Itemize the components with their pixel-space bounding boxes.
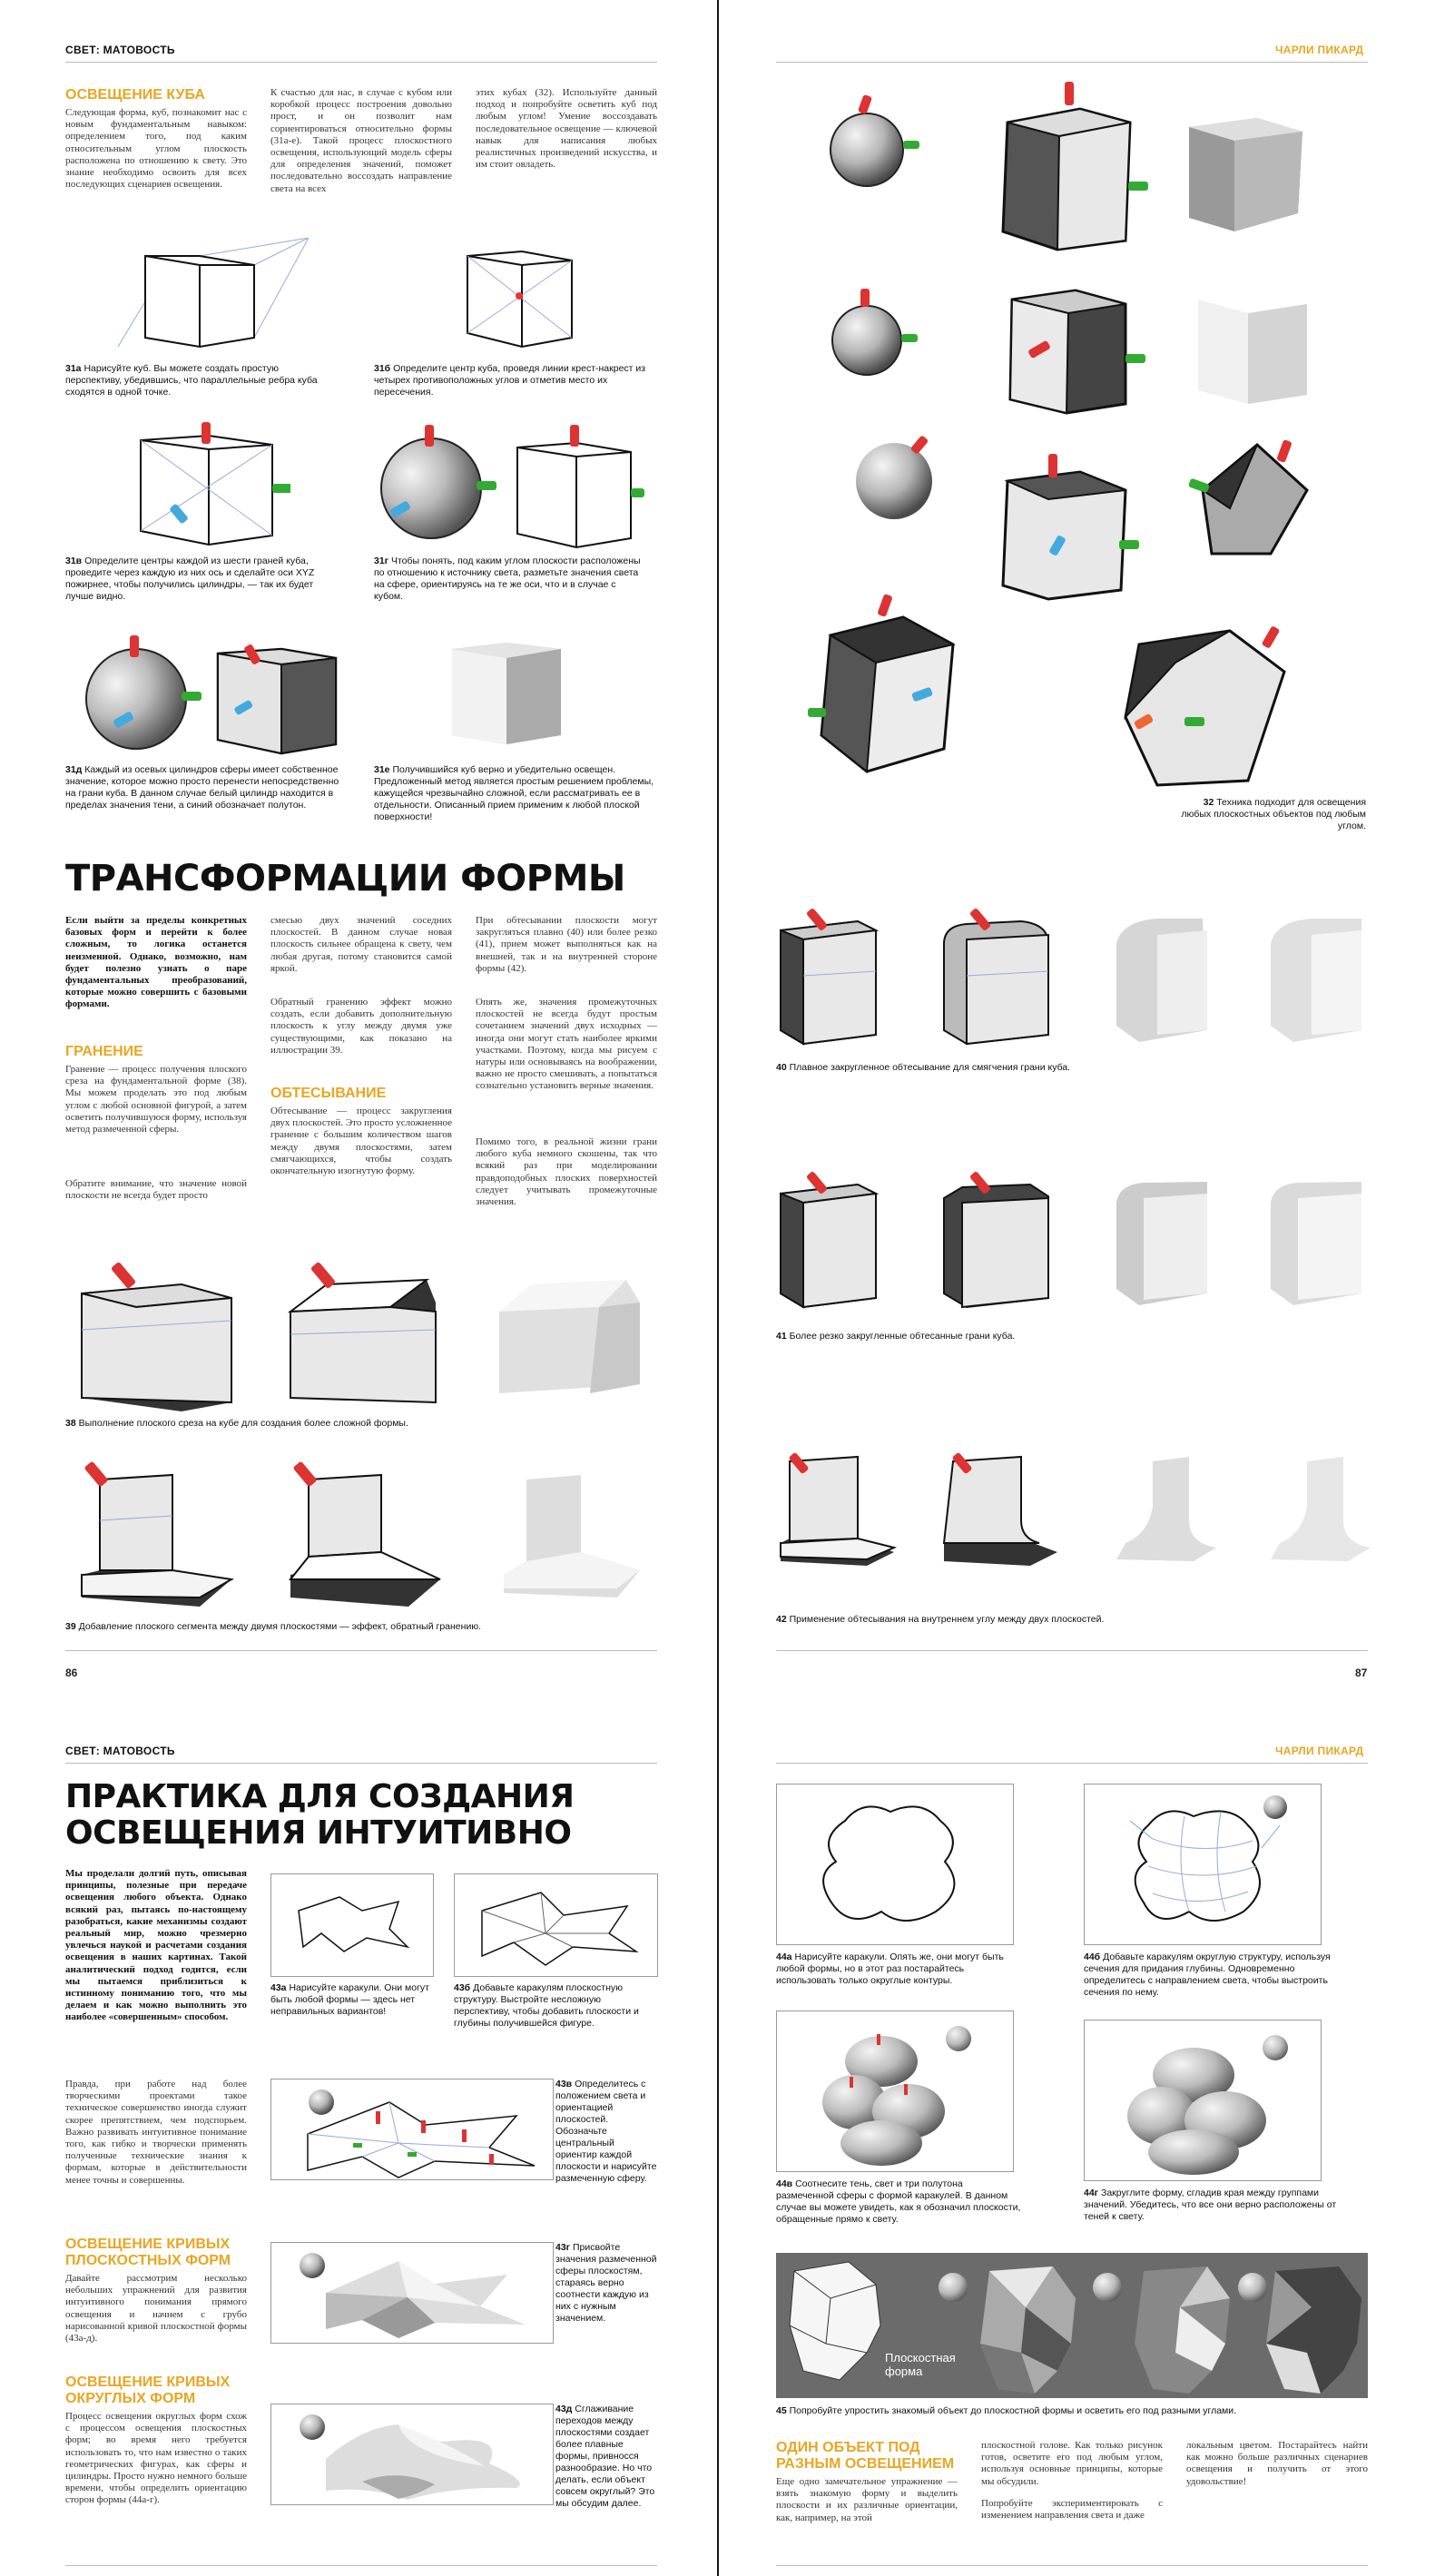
caption-31g: 31г Чтобы понять, под каким углом плоскости расположены по отношению к источнику света, разметьте значения света на сфере, ориентируясь на те же оси, что и в случае с кубом.: [374, 556, 641, 602]
subtitle-one-object-l2: РАЗНЫМ ОСВЕЩЕНИЕМ: [776, 2456, 955, 2472]
subtitle-bevel: ОБТЕСЫВАНИЕ: [270, 1086, 387, 1101]
figure-43a-frame: [270, 1873, 434, 1977]
caption-41: 41 Более резко закругленные обтесанные грани куба.: [776, 1331, 1016, 1342]
caption-45: 45 Попробуйте упростить знакомый объект до плоскостной формы и осветить его под разными углами.: [776, 2405, 1237, 2416]
figure-43d-smoothed-form: [271, 2404, 555, 2506]
body-col1: Следующая форма, куб, познакомит нас с новым фундаментальным навыком: определением того, под каким относительным углом плоскость расположена по отношению к свету. Это знание необходимо освоить для всех последующих сценариев освещения.: [65, 107, 247, 191]
faceting-text-2: Обратите внимание, что значение новой плоскости не всегда будет просто: [65, 1178, 247, 1202]
figure-44v-frame: [776, 2011, 1014, 2172]
spine-divider: [717, 0, 719, 2576]
body-col3c: Опять же, значения промежуточных плоскостей не всегда будут простым сочетанием значений двух исходных — иногда они могут стать наиболее яркими участками. Поэтому, когда мы рисуем с натуры или основываясь на воображении, важно не просто смешивать, а попытаться сознательно установить верные значения.: [476, 997, 657, 1092]
body-col2c: Обратный гранению эффект можно создать, если добавить дополнительную плоскость к углу между двумя уже существующими, как показано на иллюстрации 39.: [270, 997, 452, 1056]
caption-44g: 44г Закруглите форму, сгладив края между группами значений. Убедитесь, что все они верно расположены от теней к свету.: [1084, 2188, 1337, 2222]
footer-rule: [65, 1650, 657, 1651]
caption-44v: 44в Соотнесите тень, свет и три полутона размеченной сферы с формой каракулей. В данном случае вы можете увидеть, как я обозначил плоскости, обращенные прямо к свету.: [776, 2178, 1021, 2225]
subtitle-curved-planar-l2: ПЛОСКОСТНЫХ ФОРМ: [65, 2253, 231, 2268]
caption-43a: 43а Нарисуйте каракули. Они могут быть любой формы — здесь нет неправильных вариантов!: [270, 1982, 429, 2017]
running-head-left-2: СВЕТ: МАТОВОСТЬ: [65, 1745, 175, 1757]
page-number-87: 87: [1355, 1667, 1368, 1679]
subtitle-faceting: ГРАНЕНИЕ: [65, 1044, 143, 1059]
figure-44g-frame: [1084, 2020, 1322, 2181]
figure-43g-shaded-planes: [271, 2243, 555, 2345]
page-number-86: 86: [65, 1667, 78, 1679]
running-head-right-2: ЧАРЛИ ПИКАРД: [1275, 1745, 1364, 1757]
figure-44a-frame: [776, 1784, 1014, 1945]
caption-39: 39 Добавление плоского сегмента между двумя плоскостями — эффект, обратный гранению.: [65, 1621, 482, 1632]
curved-round-text: Процесс освещения округлых форм схож с процессом освещения плоскостных форм; во время него требуется использовать то, что нам известно о таких геометрических фигурах, как сферы и цилиндры. Просто нужно немного больше времени, чтобы определить ориентацию сторон формы (44а-г).: [65, 2411, 247, 2506]
figure-45-planar-heads: [776, 2253, 1368, 2398]
body-col3: этих кубах (32). Используйте данный подход и попробуйте осветить куб под любым углом! Умение воссоздавать последовательное освещение — ключевой навык для написания любых реалистичных произведений искусства, и им стоит овладеть.: [476, 87, 657, 171]
one-object-col2: плоскостной голове. Как только рисунок готов, осветите его под любым углом, используя основные принципы, которые мы обсудили.: [981, 2440, 1163, 2487]
section-title-cube-lighting: ОСВЕЩЕНИЕ КУБА: [65, 87, 205, 103]
running-head-right: ЧАРЛИ ПИКАРД: [1275, 44, 1364, 56]
figure-43v-oriented-planes: [271, 2079, 555, 2181]
footer-rule-4: [776, 2565, 1368, 2566]
figure-43d-frame: [270, 2404, 554, 2505]
section-title-form-transformations: ТРАНСФОРМАЦИИ ФОРМЫ: [65, 858, 625, 900]
caption-44a: 44а Нарисуйте каракули. Опять же, они могут быть любой формы, но в этот раз постарайтесь использовать только округлые контуры.: [776, 1952, 1004, 1986]
figure-43v-frame: [270, 2079, 554, 2180]
body-col3b: При обтесывании плоскости могут закругляться плавно (40) или более резко (41), прием может выполняться как на внешней, так и на внутренней стороне формы (42).: [476, 915, 657, 974]
one-object-text: Еще одно замечательное упражнение — взять знакомую форму и выделить плоскости и их различные ориентации, как, например, на этой: [776, 2476, 958, 2523]
caption-43d: 43д Сглаживание переходов между плоскостями создает более плавные формы, привносся разнообразие. Но что делать, если объект совсем округлый? Это мы обсудим далее.: [555, 2404, 655, 2509]
body-col2: К счастью для нас, в случае с кубом или коробкой процесс построения довольно прост, и он позволит нам сориентироваться относительно формы (31а-е). Такой процесс плоскостного освещения, использующий модель сферы для определения значений, поможет последовательно воссоздать направление света на всех: [270, 87, 452, 194]
figure-31d-shaded-sphere-cube: [73, 626, 345, 758]
caption-43b: 43б Добавьте каракулям плоскостную структуру. Выстройте несложную перспективу, чтобы добавить плоскости и глубины получившейся фигуре.: [454, 1982, 639, 2029]
caption-31a: 31а Нарисуйте куб. Вы можете создать простую перспективу, убедившись, что параллельные ребра куба сходятся в одной точке.: [65, 363, 318, 398]
header-rule-right-2: [776, 1763, 1368, 1764]
figure-31a-cube-perspective: [118, 238, 336, 356]
header-rule-right: [776, 62, 1368, 63]
figure-45-label: Плоскостная форма: [885, 2351, 956, 2378]
figure-44v-value-mapping: [777, 2011, 1015, 2173]
practice-intro-2: Правда, при работе над более творческими проектами такое техническое совершенство иногда служит скорее препятствием, чем подспорьем. Важно развивать интуитивное понимание того, как гибко и творчески применять полученные технические знания к формам, которые в действительности менее точны и совершенны.: [65, 2079, 247, 2186]
one-object-col2b: Попробуйте экспериментировать с изменением направления света и даже: [981, 2498, 1163, 2522]
figure-39-added-segment: [73, 1461, 654, 1616]
section-title-practice-l2: ОСВЕЩЕНИЯ ИНТУИТИВНО: [65, 1814, 572, 1852]
figure-44g-smoothed-round-form: [1085, 2020, 1322, 2182]
subtitle-curved-planar-l1: ОСВЕЩЕНИЕ КРИВЫХ: [65, 2237, 231, 2252]
figure-43b-frame: [454, 1873, 658, 1977]
running-head-left: СВЕТ: МАТОВОСТЬ: [65, 44, 175, 56]
caption-40: 40 Плавное закругленное обтесывание для смягчения грани куба.: [776, 1062, 1071, 1073]
caption-31v: 31в Определите центры каждой из шести граней куба, проведите через каждую из них ось и сделайте оси XYZ пожирнее, чтобы получились цилиндры, — так их будет лучше видно.: [65, 556, 315, 602]
figure-31b-cube-center: [454, 238, 590, 356]
figure-41-sharp-bevel: [776, 1171, 1375, 1312]
subtitle-curved-round-l1: ОСВЕЩЕНИЕ КРИВЫХ: [65, 2374, 231, 2390]
caption-32: 32 Техника подходит для освещения любых плоскостных объектов под любым углом.: [1181, 797, 1366, 831]
figure-42-inner-bevel: [776, 1452, 1375, 1570]
intro-bold-text: Если выйти за пределы конкретных базовых форм и перейти к более сложным, то логика останется неизменной. Однако, возможно, нам будет полезно узнать о паре фундаментальных преобразований, которые можно совершить с базовыми формами.: [65, 915, 247, 1010]
body-col2b: смесью двух значений соседних плоскостей. В данном случае новая плоскость сильнее обращена к свету, чем любая другая, потому становится самой яркой.: [270, 915, 452, 974]
bevel-text: Обтесывание — процесс закругления двух плоскостей. Это просто усложненное гранение с большим количеством шагов между двумя плоскостями, затем смягчающихся, чтобы создать окончательную изогнутую форму.: [270, 1106, 452, 1177]
footer-rule-3: [65, 2565, 657, 2566]
figure-44b-frame: [1084, 1784, 1322, 1945]
figure-31e-final-cube: [443, 635, 570, 749]
figure-40-soft-bevel: [776, 908, 1375, 1048]
curved-planar-text: Давайте рассмотрим несколько небольших упражнений для развития интуитивного понимания прямого освещения и начнем с грубо нарисованной кривой плоскостной формы (43а-д).: [65, 2273, 247, 2345]
caption-38: 38 Выполнение плоского среза на кубе для создания более сложной формы.: [65, 1418, 408, 1429]
figure-32-lit-cubes: [776, 82, 1375, 790]
figure-31v-cube-axes: [127, 422, 290, 549]
subtitle-curved-round-l2: ОКРУГЛЫХ ФОРМ: [65, 2391, 196, 2406]
caption-31e: 31е Получившийся куб верно и убедительно освещен. Предложенный метод является простым решением проблемы, кажущейся чрезвычайно сложной, если рассматривать ее в отдельности. Описанный прием применим к любой плоской поверхности!: [374, 764, 654, 822]
body-col3d: Помимо того, в реальной жизни грани любого куба немного скошены, так что всякий раз при моделировании правдоподобных плоских поверхностей следует учитывать промежуточные значения.: [476, 1136, 657, 1208]
caption-31d: 31д Каждый из осевых цилиндров сферы имеет собственное значение, которое можно просто перенести непосредственно на грани куба. В данном случае белый цилиндр находится в пределах значения тени, а синий обозначает полутон.: [65, 764, 339, 811]
figure-44a-round-scribble: [777, 1785, 1015, 1946]
caption-43g: 43г Присвойте значения размеченной сферы плоскостям, стараясь верно соотнести каждую из них с нужным значением.: [555, 2242, 657, 2324]
section-title-practice-l1: ПРАКТИКА ДЛЯ СОЗДАНИЯ: [65, 1778, 575, 1815]
one-object-col3: локальным цветом. Постарайтесь найти как можно больше различных сценариев освещения и получить от этого удовольствие!: [1186, 2440, 1368, 2487]
figure-38-faceted-cubes: [73, 1257, 654, 1411]
header-rule-2: [65, 1763, 657, 1764]
figure-43g-frame: [270, 2242, 554, 2344]
footer-rule-right: [776, 1650, 1368, 1651]
figure-43a-scribble: [271, 1874, 435, 1978]
figure-43b-planar-structure: [455, 1874, 659, 1978]
caption-43v: 43в Определитесь с положением света и ориентацией плоскостей. Обозначьте центральный ориентир каждой плоскости и нарисуйте размеченную сферу.: [555, 2079, 657, 2184]
figure-45-heads-svg: [776, 2253, 1368, 2398]
header-rule: [65, 62, 657, 63]
figure-31g-sphere-and-cube: [372, 416, 644, 552]
caption-31b: 31б Определите центр куба, проведя линии крест-накрест из четырех противоположных углов и отметив место их пересечения.: [374, 363, 646, 398]
caption-44b: 44б Добавьте каракулям округлую структуру, используя сечения для придания глубины. Одновременно определитесь с направлением света, чтобы выстроить сечения по нему.: [1084, 1952, 1331, 1998]
subtitle-one-object-l1: ОДИН ОБЪЕКТ ПОД: [776, 2440, 920, 2455]
practice-intro-bold: Мы проделали долгий путь, описывая принципы, полезные при передаче освещения любого объекта. Однако всякий раз, пытаясь по-настоящему разобраться, какие механизмы создают реальный мир, можно чрезмерно увлечься наукой и расчетами создания освещения в наших картинах. Такой аналитический подход годится, если мы пытаемся приблизиться к истинному пониманию того, что мы делаем и как можно выполнить это наиболее «совершенным» способом.: [65, 1868, 247, 2023]
faceting-text: Гранение — процесс получения плоского среза на фундаментальной форме (38). Мы можем проделать это под любым углом с любой основной фигурой, а затем осветить получившуюся форму, используя метод размеченной сферы.: [65, 1064, 247, 1136]
caption-42: 42 Применение обтесывания на внутреннем углу между двух плоскостей.: [776, 1614, 1105, 1625]
figure-44b-cross-sections: [1085, 1785, 1322, 1946]
